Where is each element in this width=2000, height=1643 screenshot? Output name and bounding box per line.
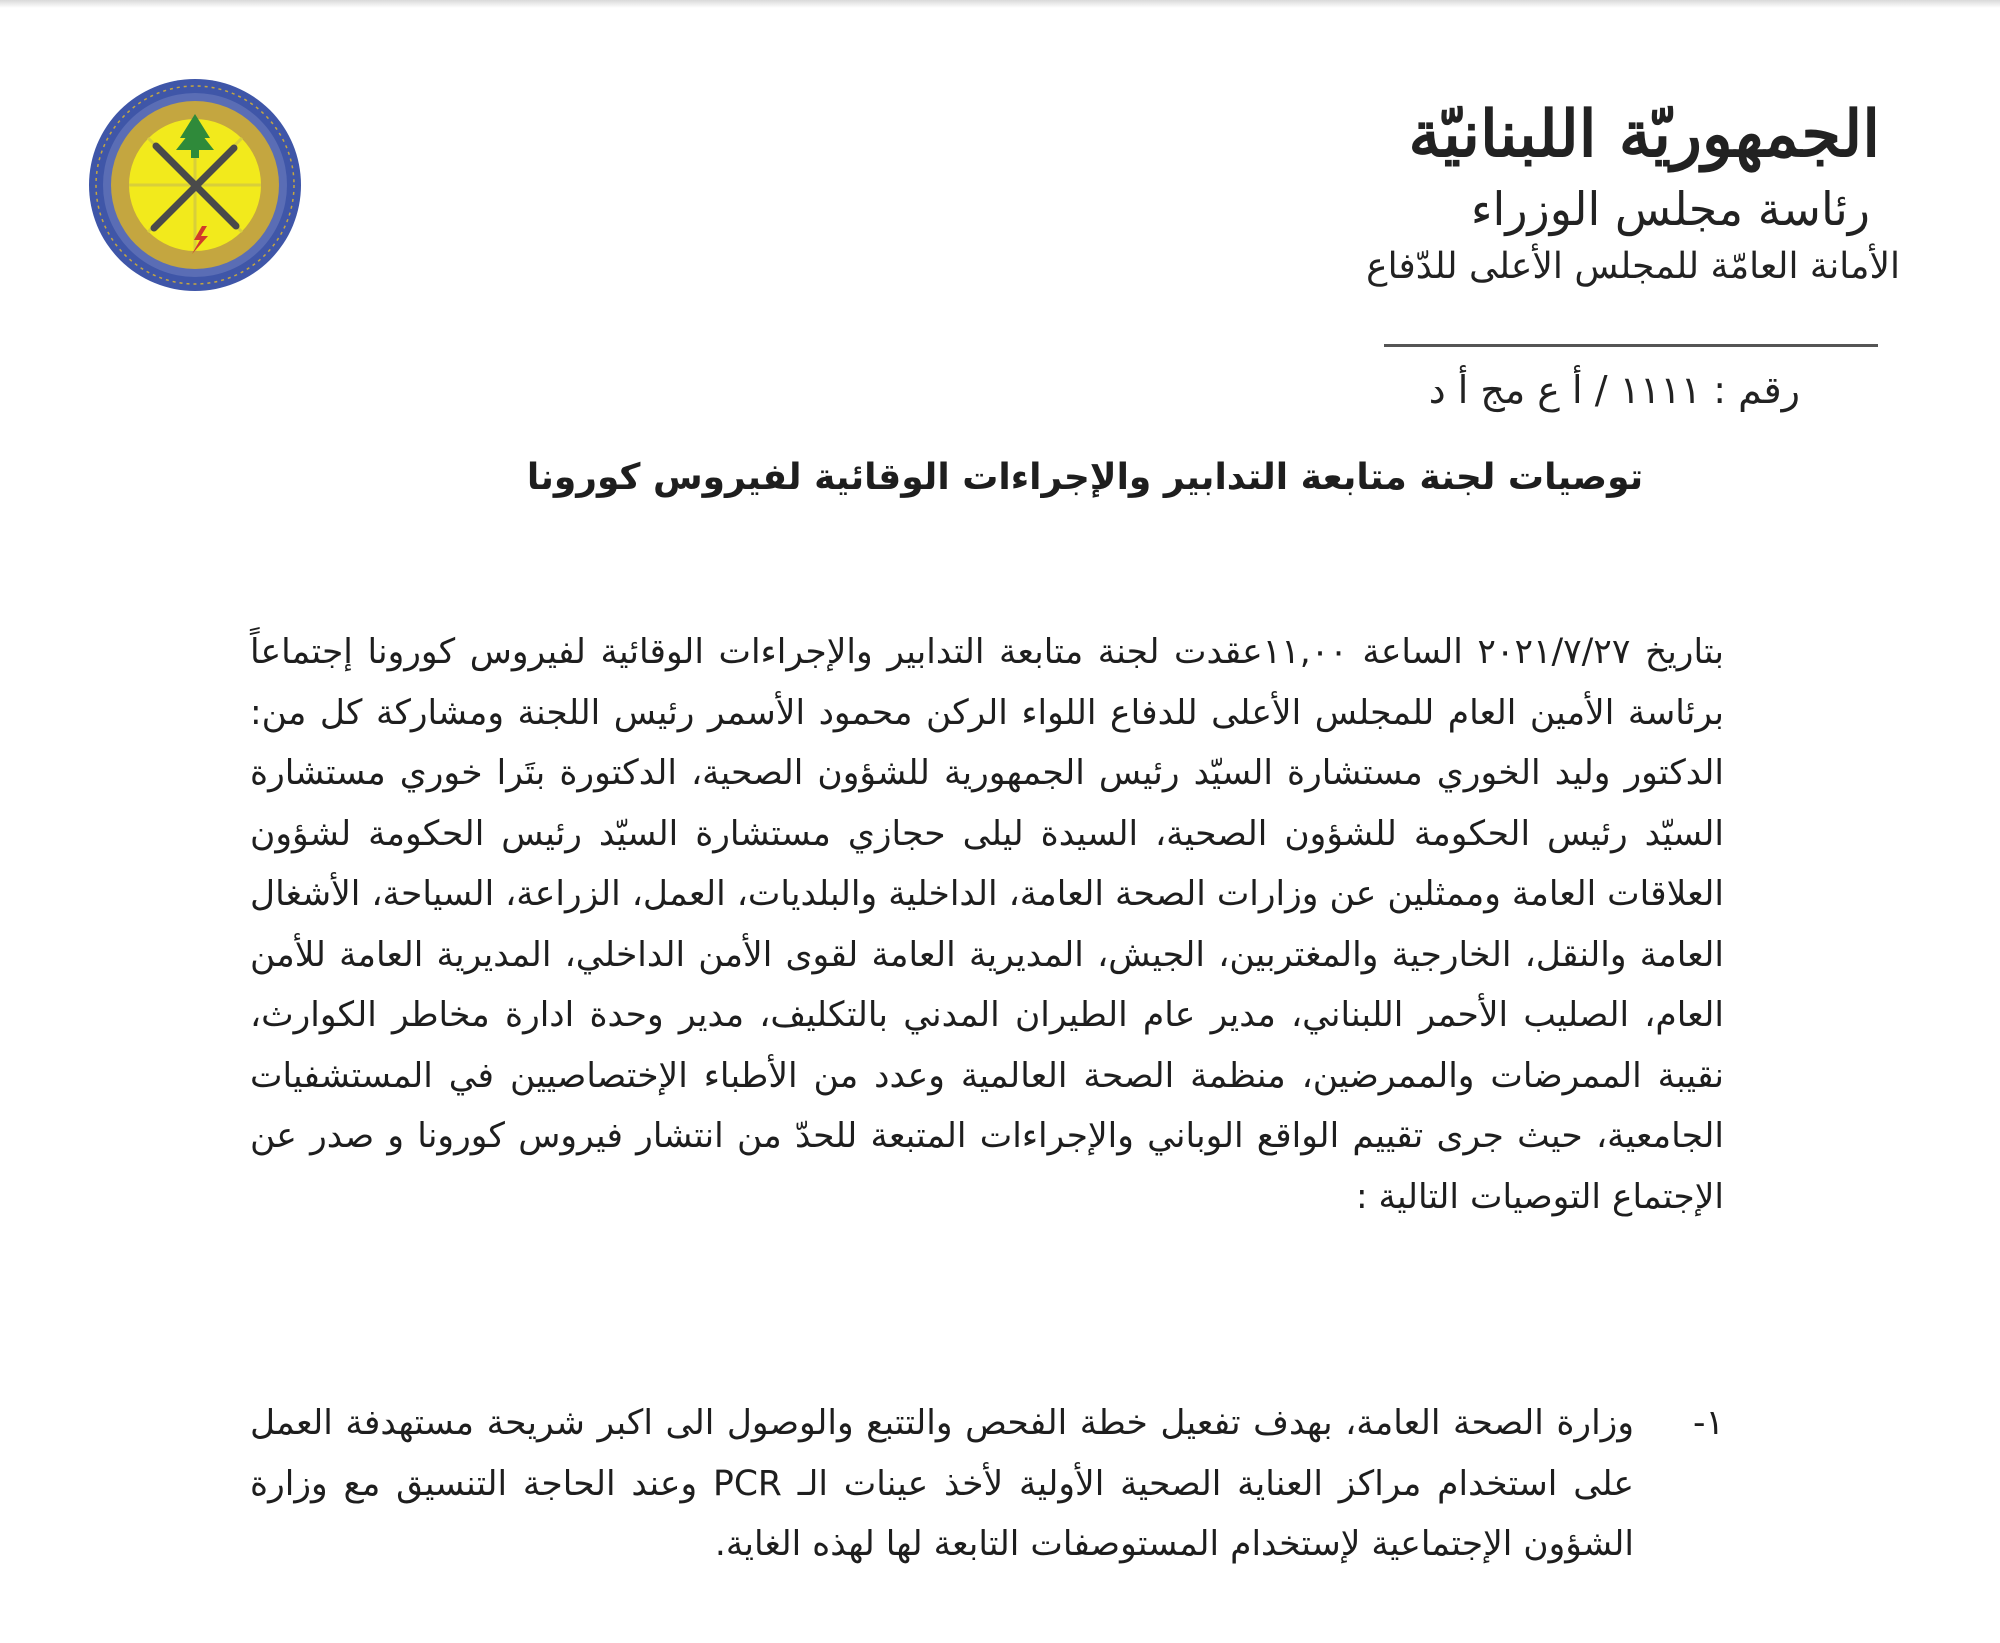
letterhead-divider [1384, 344, 1878, 347]
document-title: توصيات لجنة متابعة التدابير والإجراءات الوقائية لفيروس كورونا [526, 457, 1644, 498]
recommendation-item [250, 1393, 1724, 1575]
intro-paragraph: بتاريخ ٢٠٢١/٧/٢٧ الساعة ١١,٠٠عقدت لجنة متابعة التدابير والإجراءات الوقائية لفيروس كورونا إجتماعاً برئاسة الأمين العام للمجلس الأعلى للدفاع اللواء الركن محمود الأسمر رئيس اللجنة ومشاركة كل من: الدكتور وليد الخوري مستشارة السيّد رئيس الجمهورية للشؤون الصحية، الدكتورة بتَرا خوري مستشارة السيّد رئيس الحكومة للشؤون الصحية، السيدة ليلى حجازي مستشارة السيّد رئيس الحكومة لشؤون العلاقات العامة وممثلين عن وزارات الصحة العامة، الداخلية والبلديات، العمل، الزراعة، السياحة، الأشغال العامة والنقل، الخارجية والمغتربين، الجيش، المديرية العامة لقوى الأمن الداخلي، المديرية العامة للأمن العام، الصليب الأحمر اللبناني، مدير عام الطيران المدني بالتكليف، مدير وحدة ادارة مخاطر الكوارث، نقيبة الممرضات والممرضين، منظمة الصحة العالمية وعدد من الأطباء الإختصاصيين في المستشفيات الجامعية، حيث جرى تقييم الواقع الوباني والإجراءات المتبعة للحدّ من انتشار فيروس كورونا و صدر عن الإجتماع التوصيات التالية : [250, 632, 1724, 1217]
recommendation-text: وزارة الصحة العامة، بهدف تفعيل خطة الفحص والتتبع والوصول الى اكبر شريحة مستهدفة العمل على استخدام مراكز العناية الصحية الأولية لأخذ عينات الـ PCR وعند الحاجة التنسيق مع وزارة الشؤون الإجتماعية لإستخدام المستوصفات التابعة لها لهذه الغاية. [250, 1403, 1634, 1564]
letterhead-republic: الجمهوريّة اللبنانيّة [1408, 97, 1880, 172]
scan-edge-shadow [0, 0, 2000, 8]
letterhead-general-secretariat: الأمانة العامّة للمجلس الأعلى للدّفاع [1366, 246, 1900, 287]
recommendation-number: ١- [1693, 1403, 1724, 1443]
letterhead-council-presidency: رئاسة مجلس الوزراء [1470, 182, 1870, 236]
reference-number: رقم : ١١١١ / أ ع مج أ د [1428, 368, 1800, 412]
letterhead [1340, 92, 1900, 294]
defense-council-seal-icon [86, 76, 304, 294]
